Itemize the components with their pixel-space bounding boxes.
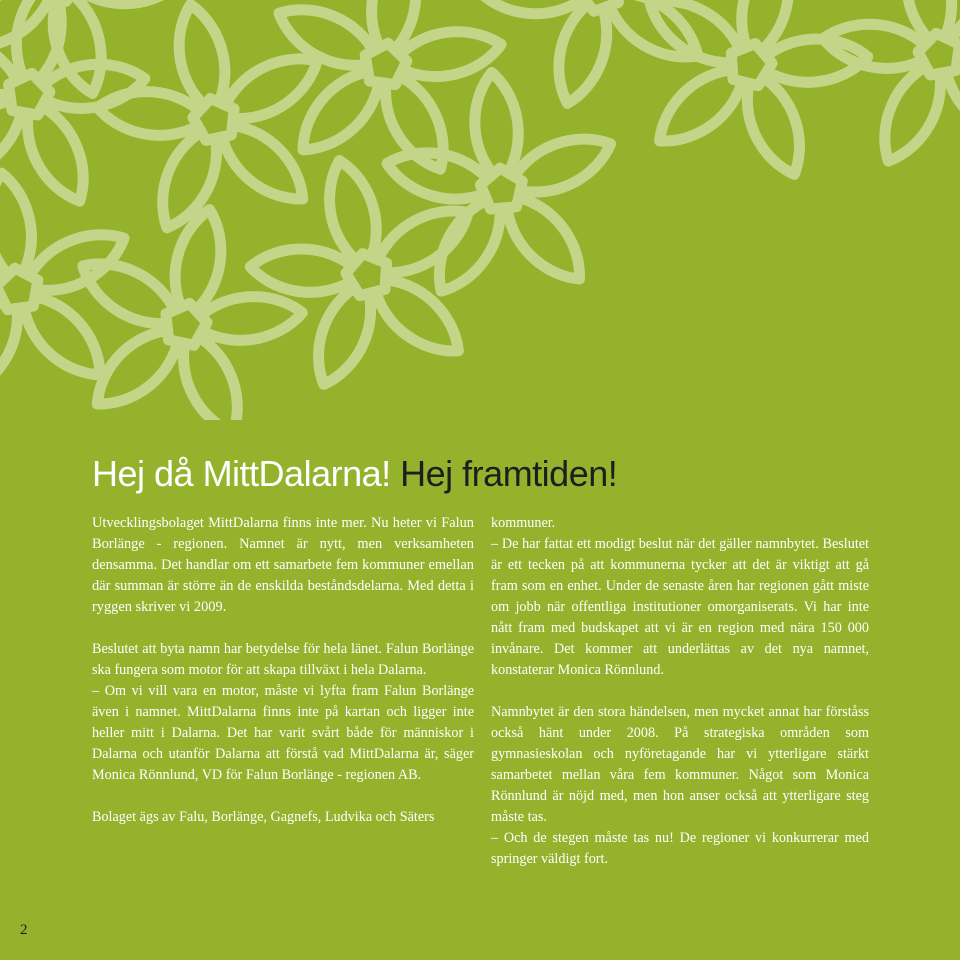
flower-icon — [802, 0, 960, 182]
body-paragraph: Bolaget ägs av Falu, Borlänge, Gagnefs, Ludvika och Säters — [92, 809, 435, 825]
lead-paragraph: Utvecklingsbolaget MittDalarna finns inte mer. Nu heter vi Falun Borlänge - regionen. Namnet är nytt, men verksamheten densamma. Det handlar om ett samarbete fem kommuner emellan där summan är större än de enskilda beståndsdelarna. Med detta i ryggen skriver vi 2009. — [92, 515, 474, 615]
right-column — [491, 513, 869, 870]
flower-icon — [448, 0, 749, 132]
body-paragraph: – Om vi vill vara en motor, måste vi lyfta fram Falun Borlänge även i namnet. MittDalarna finns inte på kartan och ligger inte heller mitt i Dalarna. Det har varit svårt både för människor i Dalarna och utanför Dalarna att förstå vad MittDalarna är, säger Monica Rönnlund, VD för Falun Borlänge - regionen AB. — [92, 683, 474, 783]
headline-part2: Hej framtiden! — [400, 453, 618, 494]
flower-pattern — [0, 0, 960, 420]
body-paragraph: – De har fattat ett modigt beslut när det gäller namnbytet. Beslutet är ett tecken på att kommunerna tycker att det är viktigt att gå fram som en enhet. Under de senaste åren har regionen gått miste om jobb när offentliga institutioner omorganiserats. Vi har inte nått fram med budskapet att vi är en region med nära 150 000 invånare. Det kommer att underlättas av det nya namnet, konstaterar Monica Rönnlund. — [491, 536, 869, 678]
flower-icon — [224, 132, 509, 409]
left-column — [92, 513, 474, 828]
body-paragraph: Beslutet att byta namn har betydelse för hela länet. Falun Borlänge ska fungera som motor för att skapa tillväxt i hela Dalarna. — [92, 641, 474, 678]
body-paragraph: kommuner. — [491, 515, 556, 531]
page-number: 2 — [20, 922, 28, 938]
body-paragraph: Namnbytet är den stora händelsen, men mycket annat har förståss också hänt under 2008. På strategiska områden som gymnasieskolan och nyföretagande har vi ytterligare stärkt samarbetet mellan våra fem kommuner. Något som Monica Rönnlund är nöjd med, men hon anser också att ytterligare steg måste tas. — [491, 704, 869, 825]
headline — [92, 452, 617, 496]
body-paragraph: – Och de stegen måste tas nu! De regioner vi konkurrerar med springer väldigt fort. — [491, 830, 869, 867]
headline-part1: Hej då MittDalarna! — [92, 453, 391, 494]
